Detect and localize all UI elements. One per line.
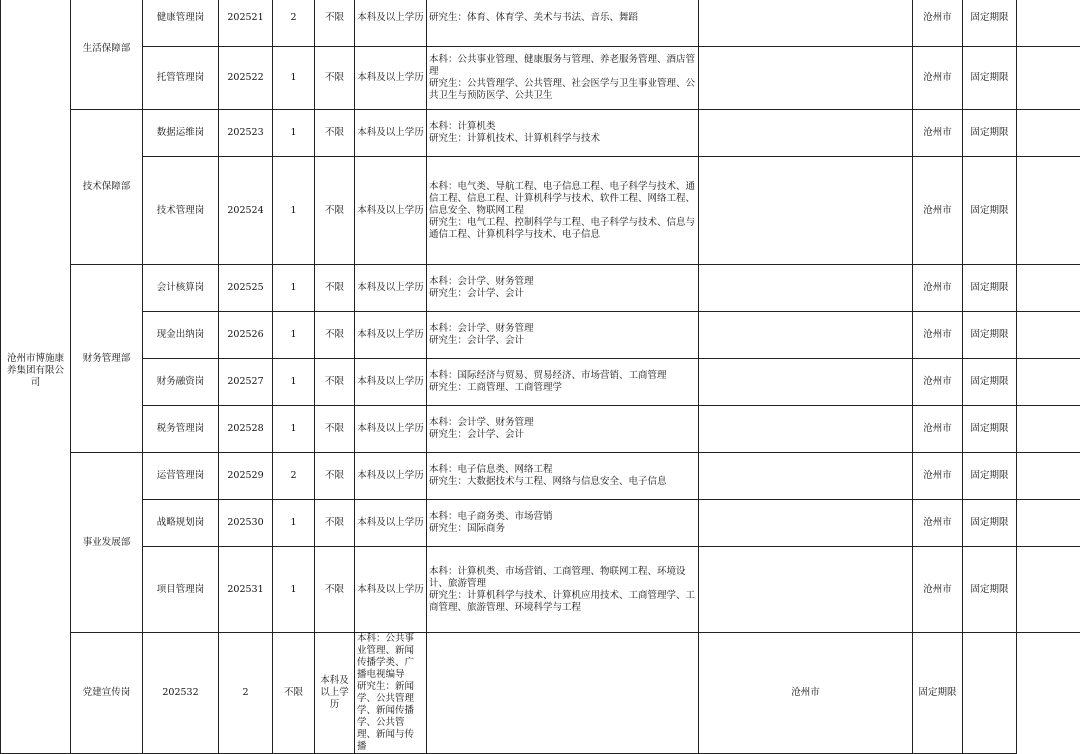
- age-requirement-cell: 不限: [315, 406, 355, 453]
- work-location-cell: 沧州市: [913, 265, 963, 312]
- headcount-cell: 1: [273, 312, 315, 359]
- post-name-cell: 项目管理岗: [143, 547, 219, 633]
- work-location-cell: 沧州市: [913, 312, 963, 359]
- post-name-cell: 党建宣传岗: [71, 633, 143, 754]
- remarks-cell: [1017, 359, 1080, 406]
- post-code-cell: 202526: [219, 312, 273, 359]
- major-line: 本科：公共事业管理、健康服务与管理、养老服务管理、酒店管理: [429, 54, 695, 78]
- work-location-cell: 沧州市: [913, 47, 963, 110]
- table-row: [1, 453, 1080, 500]
- education-cell: 本科及以上学历: [315, 633, 355, 754]
- table-row: [1, 0, 1080, 47]
- education-cell: 本科及以上学历: [355, 453, 427, 500]
- age-requirement-cell: 不限: [315, 453, 355, 500]
- contract-term-cell: 固定期限: [963, 359, 1017, 406]
- age-requirement-cell: 不限: [315, 265, 355, 312]
- contract-term-cell: 固定期限: [963, 547, 1017, 633]
- post-name-cell: 税务管理岗: [143, 406, 219, 453]
- major-line: 研究生：会计学、会计: [429, 288, 695, 300]
- age-requirement-cell: 不限: [315, 0, 355, 47]
- post-code-cell: 202525: [219, 265, 273, 312]
- headcount-cell: 1: [273, 47, 315, 110]
- headcount-cell: 1: [273, 265, 315, 312]
- major-requirement-cell: [427, 453, 699, 500]
- remarks-cell: [1017, 47, 1080, 110]
- headcount-cell: 1: [273, 406, 315, 453]
- post-code-cell: 202524: [219, 157, 273, 265]
- remarks-cell: [1017, 406, 1080, 453]
- post-code-cell: 202527: [219, 359, 273, 406]
- other-requirement-cell: [699, 406, 913, 453]
- education-cell: 本科及以上学历: [355, 110, 427, 157]
- other-requirement-cell: [699, 453, 913, 500]
- department-cell: 事业发展部: [71, 453, 143, 633]
- work-location-cell: 沧州市: [913, 453, 963, 500]
- major-line: 研究生：工商管理、工商管理学: [429, 382, 695, 394]
- major-line: 本科：电气类、导航工程、电子信息工程、电子科学与技术、通信工程、信息工程、计算机科学与技术、软件工程、网络工程、信息安全、物联网工程: [429, 181, 695, 217]
- major-line: 研究生：国际商务: [429, 523, 695, 535]
- table-row: [1, 110, 1080, 157]
- education-cell: 本科及以上学历: [355, 47, 427, 110]
- contract-term-cell: 固定期限: [963, 47, 1017, 110]
- age-requirement-cell: 不限: [315, 110, 355, 157]
- post-code-cell: 202523: [219, 110, 273, 157]
- major-line: 本科：公共事业管理、新闻传播学类、广播电视编导: [357, 633, 423, 681]
- headcount-cell: 2: [273, 453, 315, 500]
- major-requirement-cell: [355, 633, 427, 754]
- remarks-cell: [1017, 0, 1080, 47]
- headcount-cell: 1: [273, 500, 315, 547]
- other-requirement-cell: [699, 265, 913, 312]
- major-line: 本科：国际经济与贸易、贸易经济、市场营销、工商管理: [429, 370, 695, 382]
- post-code-cell: 202530: [219, 500, 273, 547]
- table-row: [1, 265, 1080, 312]
- headcount-cell: 1: [273, 547, 315, 633]
- major-requirement-cell: [427, 500, 699, 547]
- table-row: [1, 157, 1080, 265]
- major-line: 本科：电子商务类、市场营销: [429, 511, 695, 523]
- major-requirement-cell: [427, 406, 699, 453]
- headcount-cell: 2: [273, 0, 315, 47]
- major-requirement-cell: [427, 157, 699, 265]
- remarks-cell: [1017, 312, 1080, 359]
- major-line: 研究生：计算机技术、计算机科学与技术: [429, 133, 695, 145]
- post-name-cell: 会计核算岗: [143, 265, 219, 312]
- other-requirement-cell: [699, 110, 913, 157]
- post-code-cell: 202529: [219, 453, 273, 500]
- education-cell: 本科及以上学历: [355, 500, 427, 547]
- remarks-cell: [963, 633, 1017, 754]
- major-line: 研究生：大数据技术与工程、网络与信息安全、电子信息: [429, 476, 695, 488]
- post-name-cell: 财务融资岗: [143, 359, 219, 406]
- post-code-cell: 202531: [219, 547, 273, 633]
- headcount-cell: 2: [219, 633, 273, 754]
- major-requirement-cell: [427, 265, 699, 312]
- table-row: [1, 633, 1080, 754]
- work-location-cell: 沧州市: [913, 359, 963, 406]
- post-code-cell: 202522: [219, 47, 273, 110]
- table-row: [1, 547, 1080, 633]
- post-name-cell: 数据运维岗: [143, 110, 219, 157]
- post-code-cell: 202528: [219, 406, 273, 453]
- headcount-cell: 1: [273, 110, 315, 157]
- major-line: 研究生：会计学、会计: [429, 335, 695, 347]
- other-requirement-cell: [699, 359, 913, 406]
- post-name-cell: 现金出纳岗: [143, 312, 219, 359]
- age-requirement-cell: 不限: [315, 47, 355, 110]
- contract-term-cell: 固定期限: [963, 265, 1017, 312]
- major-requirement-cell: [427, 547, 699, 633]
- department-cell: 财务管理部: [71, 265, 143, 453]
- other-requirement-cell: [699, 312, 913, 359]
- major-line: 研究生：计算机科学与技术、计算机应用技术、工商管理学、工商管理、旅游管理、环境科学与工程: [429, 590, 695, 614]
- headcount-cell: 1: [273, 359, 315, 406]
- other-requirement-cell: [699, 500, 913, 547]
- major-line: 研究生：新闻学、公共管理学、新闻传播学、公共管理、新闻与传播: [357, 681, 423, 753]
- education-cell: 本科及以上学历: [355, 359, 427, 406]
- other-requirement-cell: [699, 47, 913, 110]
- department-cell: 技术保障部: [71, 110, 143, 265]
- age-requirement-cell: 不限: [315, 312, 355, 359]
- post-code-cell: 202521: [219, 0, 273, 47]
- remarks-cell: [1017, 265, 1080, 312]
- major-line: 研究生：电气工程、控制科学与工程、电子科学与技术、信息与通信工程、计算机科学与技术、电子信息: [429, 217, 695, 241]
- work-location-cell: 沧州市: [699, 633, 913, 754]
- post-name-cell: 健康管理岗: [143, 0, 219, 47]
- contract-term-cell: 固定期限: [963, 453, 1017, 500]
- other-requirement-cell: [699, 0, 913, 47]
- major-requirement-cell: [427, 47, 699, 110]
- work-location-cell: 沧州市: [913, 157, 963, 265]
- remarks-cell: [1017, 453, 1080, 500]
- other-requirement-cell: [699, 547, 913, 633]
- major-line: 本科：计算机类: [429, 121, 695, 133]
- major-line: 本科：会计学、财务管理: [429, 323, 695, 335]
- table-row: [1, 500, 1080, 547]
- contract-term-cell: 固定期限: [963, 110, 1017, 157]
- major-requirement-cell: [427, 312, 699, 359]
- other-requirement-cell: [699, 157, 913, 265]
- major-line: 本科：会计学、财务管理: [429, 417, 695, 429]
- major-line: 本科：会计学、财务管理: [429, 276, 695, 288]
- major-line: 研究生：公共管理学、公共管理、社会医学与卫生事业管理、公共卫生与预防医学、公共卫生: [429, 78, 695, 102]
- education-cell: 本科及以上学历: [355, 265, 427, 312]
- post-code-cell: 202532: [143, 633, 219, 754]
- education-cell: 本科及以上学历: [355, 0, 427, 47]
- education-cell: 本科及以上学历: [355, 312, 427, 359]
- major-line: 本科：电子信息类、网络工程: [429, 464, 695, 476]
- major-line: 研究生：会计学、会计: [429, 429, 695, 441]
- remarks-cell: [1017, 157, 1080, 265]
- work-location-cell: 沧州市: [913, 406, 963, 453]
- education-cell: 本科及以上学历: [355, 547, 427, 633]
- age-requirement-cell: 不限: [315, 157, 355, 265]
- major-line: 本科：计算机类、市场营销、工商管理、物联网工程、环境设计、旅游管理: [429, 566, 695, 590]
- age-requirement-cell: 不限: [315, 359, 355, 406]
- age-requirement-cell: 不限: [315, 500, 355, 547]
- age-requirement-cell: 不限: [273, 633, 315, 754]
- work-location-cell: 沧州市: [913, 110, 963, 157]
- table-row: [1, 47, 1080, 110]
- remarks-cell: [1017, 547, 1080, 633]
- post-name-cell: 运营管理岗: [143, 453, 219, 500]
- table-row: [1, 406, 1080, 453]
- company-cell: 沧州市博施康养集团有限公司: [1, 0, 71, 754]
- work-location-cell: 沧州市: [913, 0, 963, 47]
- headcount-cell: 1: [273, 157, 315, 265]
- work-location-cell: 沧州市: [913, 547, 963, 633]
- contract-term-cell: 固定期限: [963, 312, 1017, 359]
- contract-term-cell: 固定期限: [963, 406, 1017, 453]
- contract-term-cell: 固定期限: [913, 633, 963, 754]
- post-name-cell: 战略规划岗: [143, 500, 219, 547]
- post-name-cell: 托管管理岗: [143, 47, 219, 110]
- contract-term-cell: 固定期限: [963, 500, 1017, 547]
- age-requirement-cell: 不限: [315, 547, 355, 633]
- major-line: 研究生：体育、体育学、美术与书法、音乐、舞蹈: [429, 12, 695, 24]
- education-cell: 本科及以上学历: [355, 406, 427, 453]
- education-cell: 本科及以上学历: [355, 157, 427, 265]
- remarks-cell: [1017, 500, 1080, 547]
- work-location-cell: 沧州市: [913, 500, 963, 547]
- major-requirement-cell: [427, 359, 699, 406]
- contract-term-cell: 固定期限: [963, 0, 1017, 47]
- table-row: [1, 359, 1080, 406]
- other-requirement-cell: [427, 633, 699, 754]
- department-cell: 生活保障部: [71, 0, 143, 110]
- major-requirement-cell: [427, 0, 699, 47]
- major-requirement-cell: [427, 110, 699, 157]
- table-row: [1, 312, 1080, 359]
- contract-term-cell: 固定期限: [963, 157, 1017, 265]
- post-name-cell: 技术管理岗: [143, 157, 219, 265]
- remarks-cell: [1017, 110, 1080, 157]
